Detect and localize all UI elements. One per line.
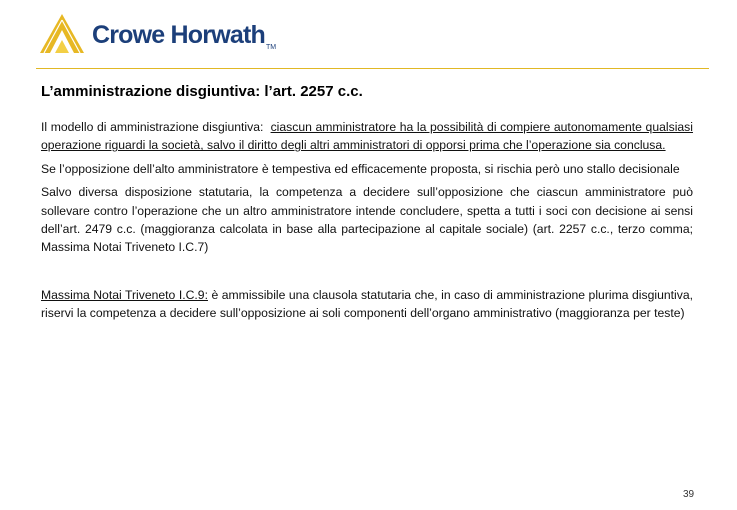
header-divider <box>36 68 709 69</box>
paragraph-stallo: Se l’opposizione dell’alto amministratore è tempestiva ed efficacemente proposta, si rischia però uno stallo decisionale <box>41 161 680 176</box>
crowe-triangles-icon <box>40 14 86 54</box>
logo-trademark: TM <box>265 44 277 51</box>
logo-wordmark <box>92 21 276 51</box>
crowe-horwath-logo <box>40 14 290 56</box>
paragraph-competenza: Salvo diversa disposizione statutaria, la competenza a decidere sull’opposizione che ciascun amministratore può sollevare contro l’operazione che un altro amministratore intende concludere, spetta a tutti i soci con decisione ai sensi dell’art. 2479 c.c. (maggioranza calcolata in base alla partecipazione al capitale sociale) (art. 2257 c.c., terzo comma; Massima Notai Triveneto I.C.7) <box>41 185 693 255</box>
massima-reference: Massima Notai Triveneto I.C.9: <box>41 287 208 302</box>
slide-title: L’amministrazione disgiuntiva: l’art. 2257 c.c. <box>41 83 363 100</box>
page-number: 39 <box>683 489 695 500</box>
slide-body <box>41 118 693 323</box>
logo-name: Crowe Horwath <box>92 21 265 49</box>
massima-text: è ammissibile una clausola statutaria che, in caso di amministrazione plurima disgiuntiva, riservi la competenza a decidere sull’opposizione ai soli componenti dell’organo amministrativo (maggioranza per teste) <box>41 287 693 321</box>
paragraph-model-definition: ciascun amministratore ha la possibilità di compiere autonomamente qualsiasi operazione riguardi la società, salvo il diritto degli altri amministratori di opporsi prima che l’operazione sia conclusa. <box>41 120 693 153</box>
paragraph-model-lead: Il modello di amministrazione disgiuntiva: <box>41 120 264 134</box>
paragraph-model <box>41 118 693 155</box>
paragraph-massima <box>41 286 693 323</box>
